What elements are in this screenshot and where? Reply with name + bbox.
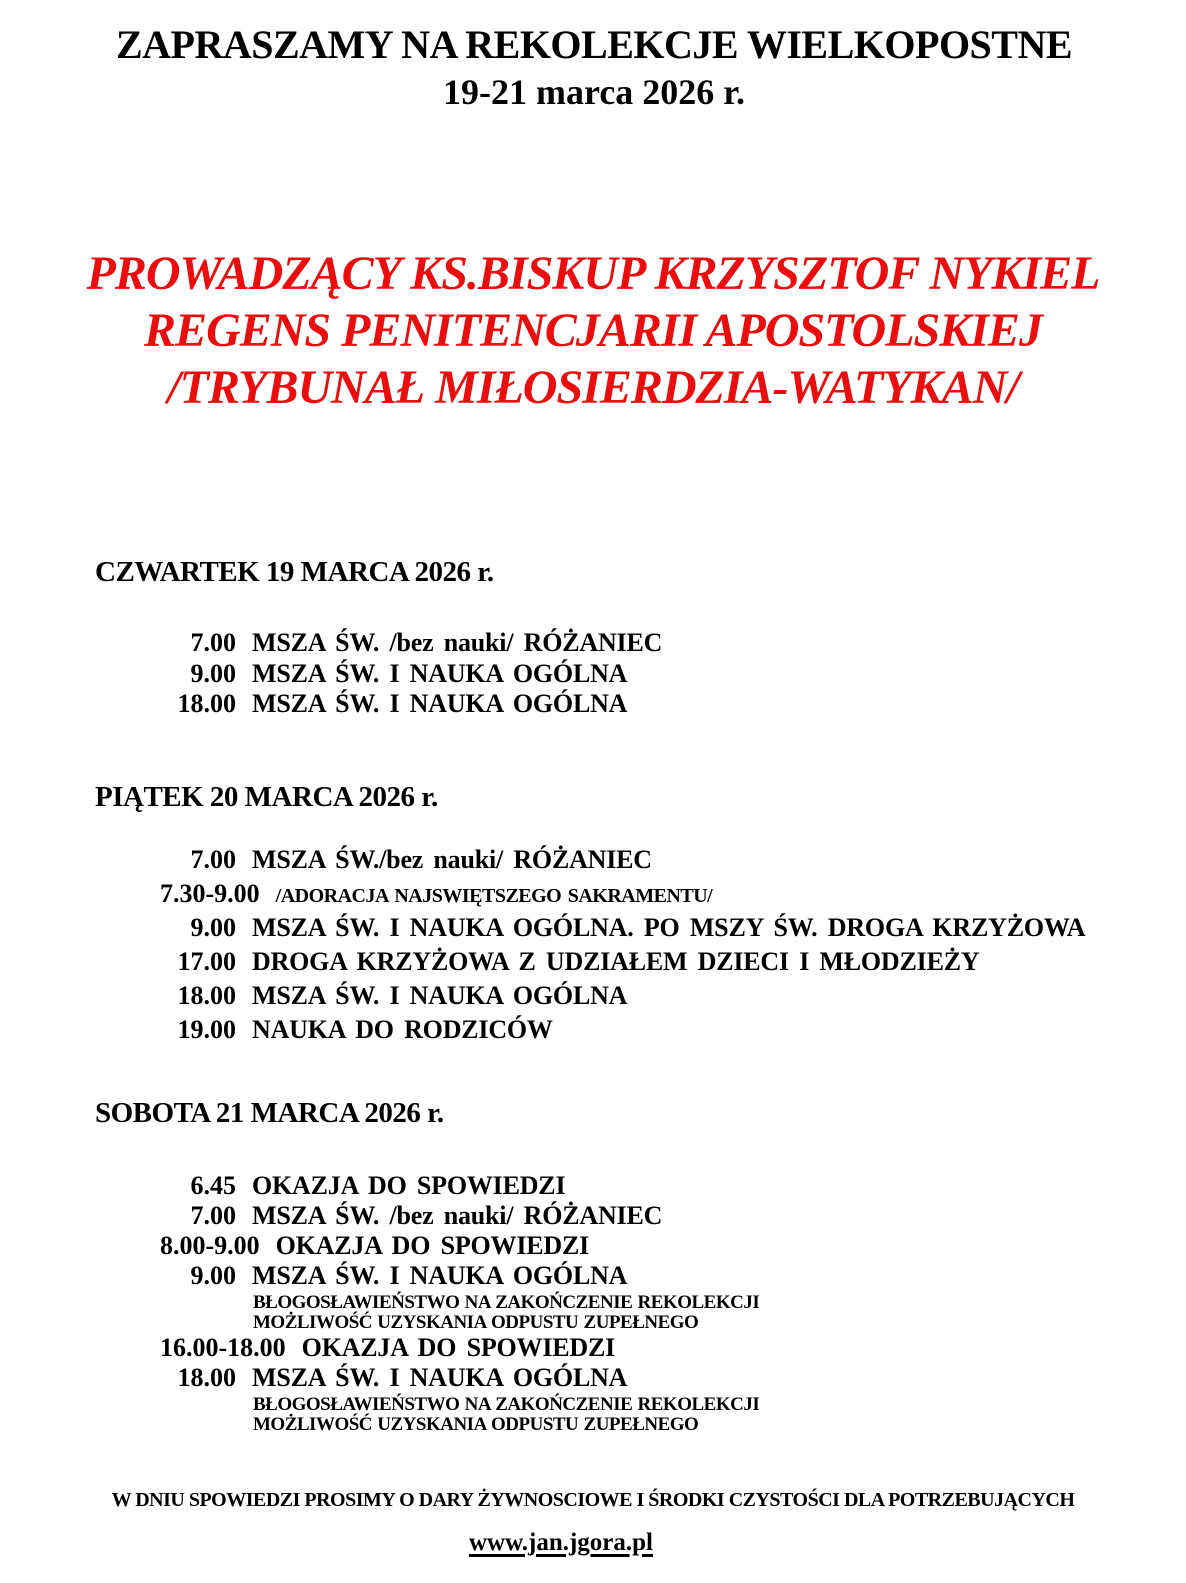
schedule-row (160, 947, 1085, 981)
schedule-time: 17.00 (177, 947, 236, 976)
schedule-time: 6.45 (190, 1171, 236, 1200)
schedule-text: MSZA ŚW./bez nauki/ RÓŻANIEC (252, 845, 652, 874)
schedule-time: 8.00-9.00 (160, 1231, 260, 1260)
schedule-row (160, 659, 662, 690)
schedule-text: MSZA ŚW. I NAUKA OGÓLNA (252, 981, 628, 1010)
schedule-friday (160, 845, 1085, 1049)
schedule-row (160, 1015, 1085, 1049)
day-heading-friday: PIĄTEK 20 MARCA 2026 r. (95, 781, 438, 813)
schedule-row (160, 913, 1085, 947)
schedule-thursday (160, 628, 662, 720)
schedule-note: BŁOGOSŁAWIEŃSTWO NA ZAKOŃCZENIE REKOLEKCJI (253, 1292, 760, 1313)
schedule-time: 18.00 (177, 981, 236, 1010)
schedule-text: MSZA ŚW. I NAUKA OGÓLNA (252, 689, 628, 718)
schedule-row (160, 1231, 759, 1261)
schedule-text: OKAZJA DO SPOWIEDZI (275, 1231, 590, 1260)
schedule-time: 18.00 (177, 689, 236, 718)
schedule-time: 18.00 (177, 1363, 236, 1392)
schedule-row (160, 1363, 759, 1393)
page-title-dates: 19-21 marca 2026 r. (443, 72, 745, 112)
schedule-time: 7.00 (190, 1201, 236, 1230)
leader-line-1: PROWADZĄCY KS.BISKUP KRZYSZTOF NYKIEL (86, 247, 1100, 300)
schedule-text: MSZA ŚW. I NAUKA OGÓLNA. PO MSZY ŚW. DROGA KRZYŻOWA (252, 913, 1086, 942)
schedule-row (160, 879, 1085, 913)
schedule-time: 9.00 (190, 913, 236, 942)
schedule-text: NAUKA DO RODZICÓW (252, 1015, 553, 1044)
schedule-row (160, 628, 662, 659)
schedule-time: 9.00 (190, 658, 236, 688)
charity-note: W DNIU SPOWIEDZI PROSIMY O DARY ŻYWNOSCIOWE I ŚRODKI CZYSTOŚCI DLA POTRZEBUJĄCYCH (111, 1489, 1075, 1511)
schedule-row (160, 1171, 759, 1201)
leader-announcement (0, 245, 1186, 416)
schedule-time: 7.00 (190, 628, 236, 657)
schedule-text-small: /ADORACJA NAJSWIĘTSZEGO SAKRAMENTU/ (275, 885, 713, 907)
website-link[interactable]: www.jan.jgora.pl (468, 1529, 654, 1556)
schedule-row (160, 689, 662, 720)
schedule-row (160, 1201, 759, 1231)
schedule-row (160, 981, 1085, 1015)
schedule-row (160, 1333, 759, 1363)
page-title: ZAPRASZAMY NA REKOLEKCJE WIELKOPOSTNE (115, 22, 1073, 67)
day-heading-saturday: SOBOTA 21 MARCA 2026 r. (95, 1097, 444, 1129)
schedule-row (160, 845, 1085, 879)
schedule-time: 7.30-9.00 (160, 879, 260, 908)
schedule-text: MSZA ŚW. I NAUKA OGÓLNA (252, 658, 628, 688)
schedule-row (160, 1261, 759, 1291)
leader-line-3: /TRYBUNAŁ MIŁOSIERDZIA-WATYKAN/ (167, 361, 1019, 414)
schedule-text: OKAZJA DO SPOWIEDZI (301, 1333, 616, 1362)
schedule-text: MSZA ŚW. /bez nauki/ RÓŻANIEC (252, 628, 663, 657)
schedule-note: MOŻLIWOŚĆ UZYSKANIA ODPUSTU ZUPEŁNEGO (253, 1414, 699, 1435)
schedule-text: DROGA KRZYŻOWA Z UDZIAŁEM DZIECI I MŁODZIEŻY (252, 947, 980, 976)
page-title-block (26, 20, 1162, 114)
schedule-text: MSZA ŚW. I NAUKA OGÓLNA (252, 1261, 628, 1290)
leader-line-2: REGENS PENITENCJARII APOSTOLSKIEJ (144, 304, 1042, 357)
schedule-note: MOŻLIWOŚĆ UZYSKANIA ODPUSTU ZUPEŁNEGO (253, 1312, 699, 1333)
schedule-time: 9.00 (190, 1261, 236, 1290)
schedule-note: BŁOGOSŁAWIEŃSTWO NA ZAKOŃCZENIE REKOLEKCJI (253, 1394, 760, 1415)
schedule-saturday (160, 1171, 759, 1435)
schedule-text: MSZA ŚW. I NAUKA OGÓLNA (252, 1363, 628, 1392)
schedule-time: 7.00 (190, 845, 236, 874)
schedule-time: 16.00-18.00 (160, 1333, 286, 1362)
day-heading-thursday: CZWARTEK 19 MARCA 2026 r. (95, 556, 494, 588)
schedule-time: 19.00 (177, 1015, 236, 1044)
schedule-text: MSZA ŚW. /bez nauki/ RÓŻANIEC (252, 1201, 663, 1230)
schedule-text: OKAZJA DO SPOWIEDZI (252, 1171, 566, 1200)
